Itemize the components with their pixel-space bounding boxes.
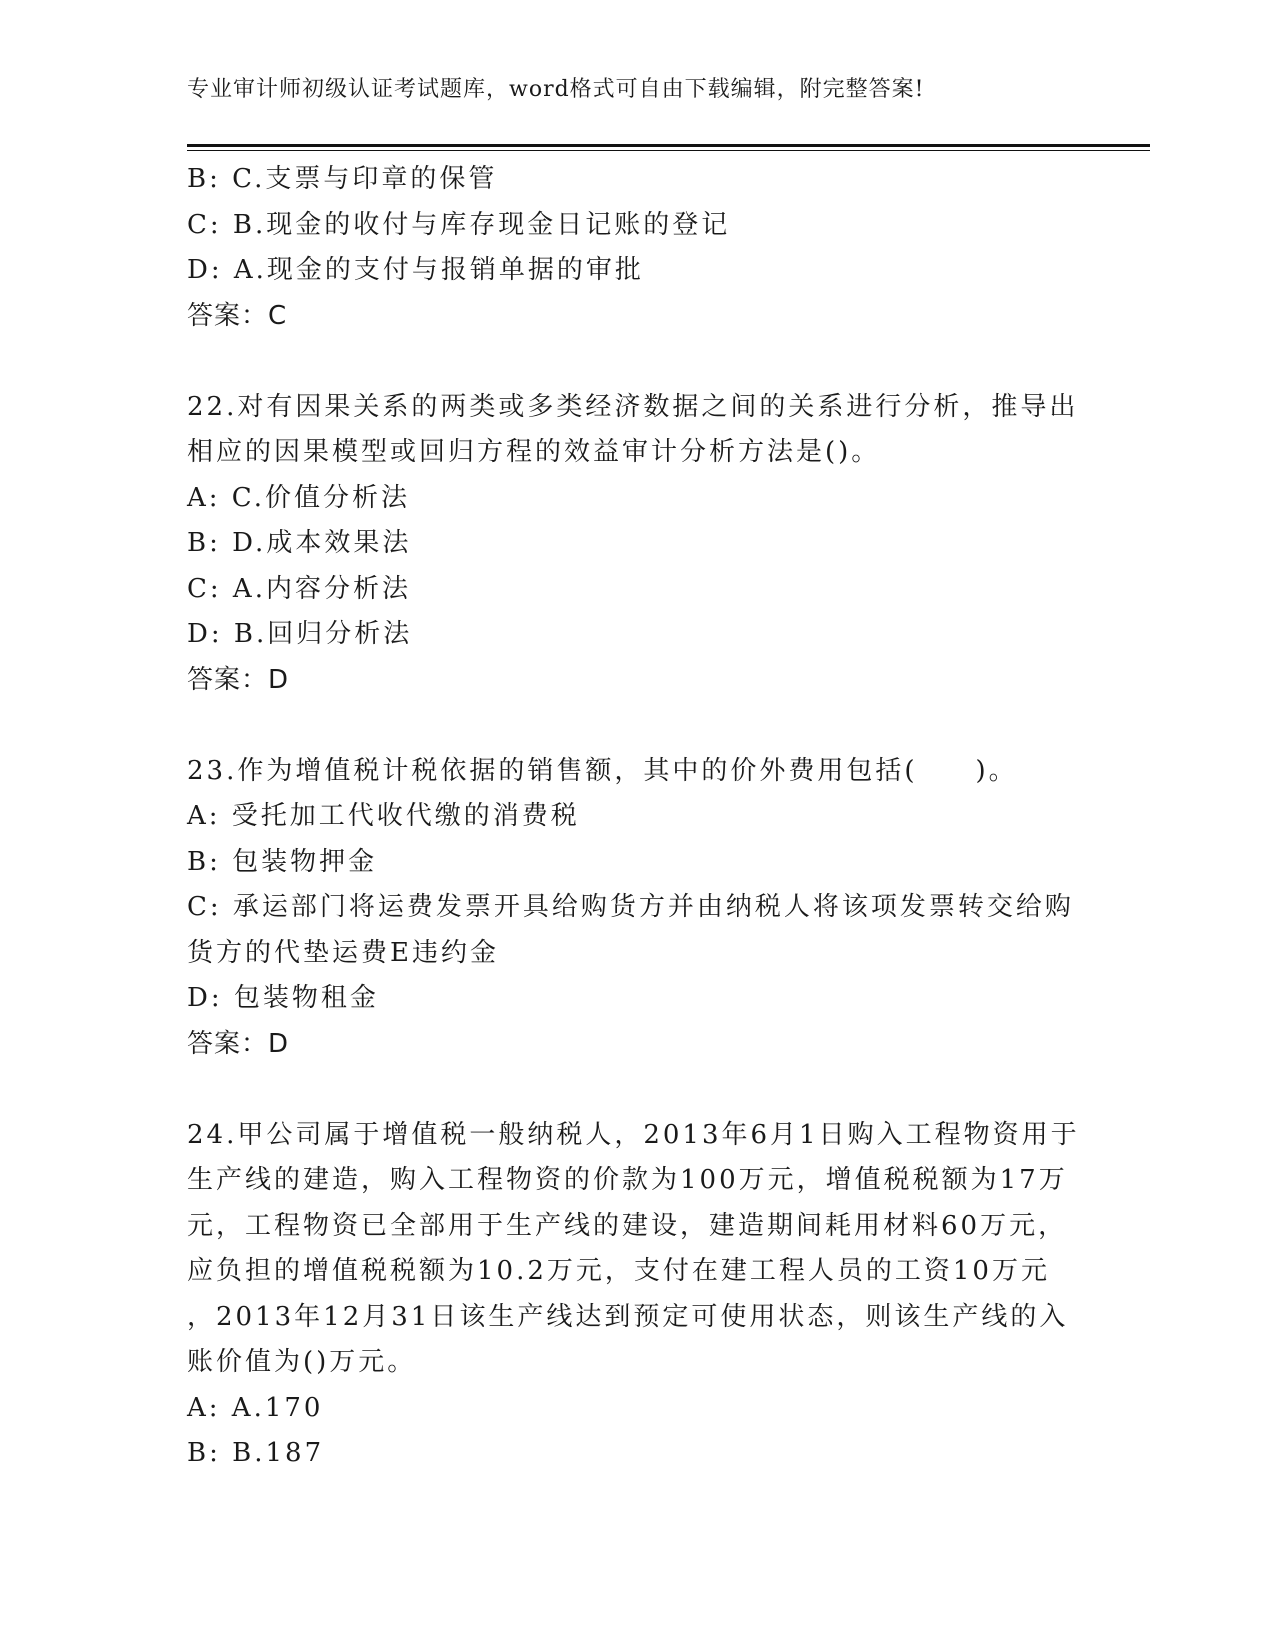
option-d: D: 包装物租金: [187, 983, 379, 1013]
option-a: A: 受托加工代收代缴的消费税: [187, 801, 580, 831]
question-text-line: 账价值为()万元。: [187, 1347, 417, 1377]
header-rule-thin: [187, 150, 1150, 151]
option-c: C: A.内容分析法: [187, 573, 411, 604]
option-d: D: B.回归分析法: [187, 619, 413, 649]
answer: 答案：C: [187, 300, 288, 331]
option-b: B: C.支票与印章的保管: [187, 164, 498, 194]
question-24: [187, 1113, 1087, 1477]
option-a: A: A.170: [187, 1392, 324, 1423]
question-text-line: ，2013年12月31日该生产线达到预定可使用状态，则该生产线的入: [187, 1301, 1069, 1332]
answer: 答案：D: [187, 664, 290, 695]
option-d: D: A.现金的支付与报销单据的审批: [187, 255, 644, 285]
option-b: B: 包装物押金: [187, 846, 378, 877]
spacer: [187, 1067, 1087, 1113]
question-text-line: 22.对有因果关系的两类或多类经济数据之间的关系进行分析，推导出: [187, 391, 1079, 422]
question-text-line: 相应的因果模型或回归方程的效益审计分析方法是()。: [187, 437, 881, 467]
spacer: [187, 703, 1087, 749]
option-c-continued: 货方的代垫运费E违约金: [187, 937, 499, 968]
question-text-line: 23.作为增值税计税依据的销售额，其中的价外费用包括( )。: [187, 755, 1018, 786]
option-c: C: 承运部门将运费发票开具给购货方并由纳税人将该项发票转交给购: [187, 892, 1074, 922]
page-header: 专业审计师初级认证考试题库，word格式可自由下载编辑，附完整答案!: [187, 77, 925, 102]
question-text-line: 生产线的建造，购入工程物资的价款为100万元，增值税税额为17万: [187, 1165, 1068, 1195]
question-21: [187, 157, 1087, 339]
header-rule-thick: [187, 144, 1150, 147]
question-text-line: 元，工程物资已全部用于生产线的建设，建造期间耗用材料60万元，: [187, 1210, 1068, 1241]
question-text-line: 应负担的增值税税额为10.2万元，支付在建工程人员的工资10万元: [187, 1256, 1050, 1286]
question-22: [187, 385, 1087, 704]
option-b: B: D.成本效果法: [187, 528, 412, 558]
question-23: [187, 749, 1087, 1068]
answer: 答案：D: [187, 1028, 290, 1059]
option-b: B: B.187: [187, 1438, 325, 1468]
question-content: [187, 157, 1087, 1477]
option-c: C: B.现金的收付与库存现金日记账的登记: [187, 209, 731, 240]
option-a: A: C.价值分析法: [187, 482, 411, 513]
spacer: [187, 339, 1087, 385]
question-text-line: 24.甲公司属于增值税一般纳税人，2013年6月1日购入工程物资用于: [187, 1119, 1080, 1150]
